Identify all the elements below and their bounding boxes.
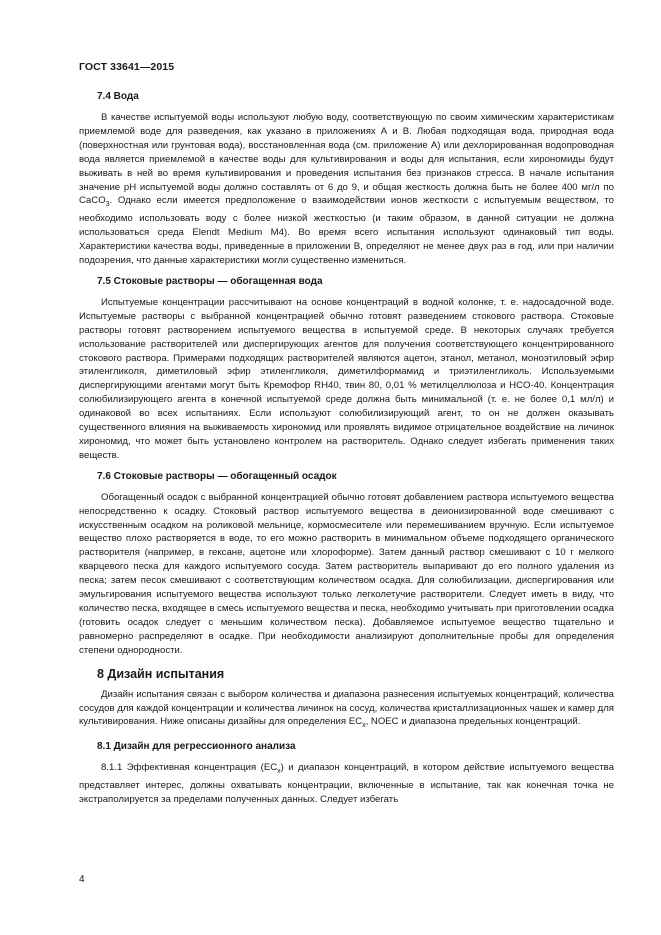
page-number: 4 — [79, 874, 85, 885]
section-7-6-title: 7.6 Стоковые растворы — обогащенный осадок — [97, 470, 337, 482]
subscript: x — [277, 768, 281, 776]
text-run: 8.1.1 Эффективная концентрация (EC — [101, 762, 278, 774]
section-7-5-paragraph: Испытуемые концентрации рассчитывают на основе концентраций в водной колонке, т. е. надосадочной воде. Испытуемые растворы с выбранной концентрацией обычно готовят разведением стокового раствора. Стоковые растворы готовят растворением испытуемого вещества в испытуемой среде. В некоторых случаях требуется использование растворителей или диспергирующих агентов для получения соответствующего концентрированного стокового раствора. Примерами подходящих растворителей являются ацетон, этанол, метанол, моноэтиловый эфир этиленгликоля, диметиловый эфир этиленгликоля, диметилформамид и триэтиленгликоль. Используемыми диспергирующими агентами могут быть Кремофор RH40, твин 80, 0,01 % метилцеллюлоза и HCO-40. Концентрация солюбилизирующего агента в конечной испытуемой среде должна быть минимальной (т. е. не более 0,1 мл/л) и одинаковой во всех испытаниях. Если используют солюбилизирующий агент, то он не должен оказывать существенного влияния на выживаемость хирономид или проявлять видимое отрицательное воздействие на личинок хирономид, что может быть установлено контролем на растворитель. Однако следует избегать применения таких веществ. — [79, 296, 614, 461]
section-7-5-title: 7.5 Стоковые растворы — обогащенная вода — [97, 275, 323, 287]
section-8-title: 8 Дизайн испытания — [97, 666, 225, 681]
section-8-1-paragraph — [79, 761, 614, 807]
text-run: , NOEC и диапазона предельных концентраций. — [365, 716, 581, 728]
section-7-4-title: 7.4 Вода — [97, 91, 139, 102]
document-body — [79, 90, 614, 813]
text-run: Дизайн испытания связан с выбором количества и диапазона разнесения испытуемых концентраций, количества сосудов для каждой концентрации и количества личинок на сосуд, количества кристаллизационных чашек и камер для культивирования. Ниже описаны дизайны для определения EC — [79, 688, 614, 728]
subscript: 3 — [105, 201, 110, 209]
text-run: . Однако если имеется предположение о взаимодействии ионов жесткости с испытуемым веществом, то необходимо использовать воду с более низкой жесткостью (и таким образом, в данной ситуации не должна использоваться среда Elendt Medium M4). Во время всего испытания используют одинаковый тип воды. Характеристики качества воды, приведенные в приложении В, определяют не менее двух раз в год, или при наличии подозрения, что данные характеристики могли существенно измениться. — [79, 195, 614, 266]
subscript: x — [362, 722, 366, 730]
section-8-1-title: 8.1 Дизайн для регрессионного анализа — [97, 741, 296, 753]
standard-header: ГОСТ 33641—2015 — [79, 61, 175, 73]
section-8-paragraph — [79, 688, 614, 734]
text-run: ) и диапазон концентраций, в котором действие испытуемого вещества представляет интерес, должны охватывать концентрации, включенные в испытание, так как конечная точка не экстраполируется за пределами полученных данных. Следует избегать — [79, 762, 614, 805]
text-run: В качестве испытуемой воды используют любую воду, соответствующую по своим химическим характеристикам приемлемой воде для разведения, как указано в приложениях А и В. Любая подходящая вода, природная вода (поверхностная или грунтовая вода), восстановленная вода (см. приложение А) или дехлорированная водопроводная вода является приемлемой в качестве воды для культивирования и воды для испытания, если хирономиды будут выживать в ней во время культивирования и проведения испытания без признаков стресса. В начале испытания значение pH испытуемой воды должно составлять от 6 до 9, и общая жесткость должна быть не более 400 мг/л по CaCO — [79, 112, 614, 207]
section-7-6-paragraph: Обогащенный осадок с выбранной концентрацией обычно готовят добавлением раствора испытуемого вещества непосредственно к осадку. Стоковый раствор испытуемого вещества в деионизированной воде смешивают с искусственным осадком на роликовой мельнице, кормосмесителе или перемешиванием вручную. Если испытуемое вещество плохо растворяется в воде, то его можно растворить в минимальном объеме подходящего органического растворителя (например, в гексане, ацетоне или хлороформе). Затем данный раствор смешивают с 10 г мелкого кварцевого песка для каждого испытуемого сосуда. Затем растворитель выпаривают до его полного удаления из песка; затем песок смешивают с соответствующим количеством осадка. Для солюбилизации, диспергирования или эмульгирования испытуемого вещества используют только легколетучие растворители. Следует иметь в виду, что количество песка, входящее в смесь испытуемого вещества и песка, необходимо учитывать при приготовлении осадка (готовить осадок следует с меньшим количеством песка). Добавляемое испытуемое вещество тщательно и равномерно распределяют в осадке. При необходимости анализируют дополнительные пробы для определения степени однородности. — [79, 491, 614, 656]
section-7-4-paragraph — [79, 111, 614, 268]
